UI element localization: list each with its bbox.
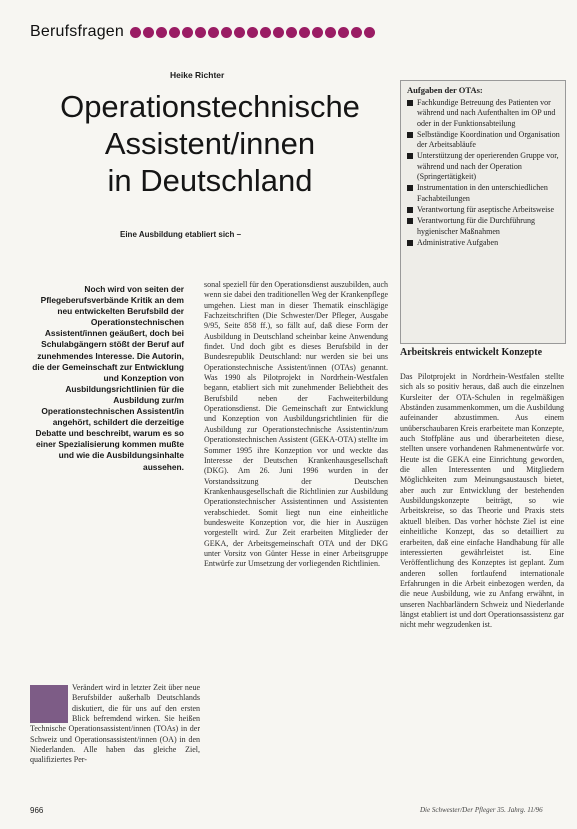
body-column-1 [30, 683, 200, 766]
list-item [407, 130, 560, 151]
decorative-dot [208, 27, 219, 38]
square-bullet-icon [407, 240, 413, 246]
decorative-dot [260, 27, 271, 38]
list-item [407, 183, 560, 204]
list-item [407, 205, 560, 215]
square-bullet-icon [407, 218, 413, 224]
decorative-dot [351, 27, 362, 38]
section-heading: Arbeitskreis entwickelt Konzepte [400, 347, 543, 358]
decorative-dot [169, 27, 180, 38]
body-paragraph: sonal speziell für den Operationsdienst auszubilden, auch wenn sie dabei den traditionellen Weg der Krankenpflege umgehen. Liest man in dieser Thematik einschlägige Fachzeitschriften (Die Schwester/Der Pfleger, Ausgabe 9/95, Seite 858 ff.), so fällt auf, daß diese Form der Ausbildung in Deutschland scheinbar keine Anwendung findet. Und doch gibt es dieses Berufsbild in der Bundesrepublik Deutschland: nur werden sie bei uns Operationstechnische Assistent/innen (OTAs) genannt. Was 1990 als Pilotprojekt in Nordrhein-Westfalen begann, etabliert sich mit zunehmender Beliebtheit des Berufsbild neben der Fachweiterbildung Operationsdienst. Die Gemeinschaft zur Entwicklung und Konzeption von Ausbildungsrichtlinien für die Ausbildung zur Operationstechnische Assistentin/zum Operationstechnischen Assistent (GEKA-OTA) stellte im Sommer 1995 ihre Konzeption vor und weckte das Interesse der Deutschen Krankenhausgesellschaft (DKG). Am 26. Juni 1996 wurden in der Vorstandssitzung der Deutschen Krankenhausgesellschaft die Richtlinien zur Ausbildung Operationstechnischer Assistentinnen und Assistenten verabschiedet. Somit liegt nun eine einheitliche bundesweite Konzeption vor, die hier in Auszügen vorgestellt wird. Zur Zeit erarbeiten Mitglieder der GEKA, der Arbeitsgemeinschaft OTA und der DKG unter Vorsitz von Günter Hesse in einer Arbeitsgruppe Entwürfe zur Umsetzung der vorliegenden Richtlinien. [204, 280, 388, 569]
list-item-text: Selbständige Koordination und Organisation der Arbeitsabläufe [417, 129, 560, 150]
decorative-dot [299, 27, 310, 38]
author-name: Heike Richter [170, 70, 225, 80]
article-teaser: Noch wird von seiten der Pflegeberufsverbände Kritik an dem neu entwickelten Berufsbild der Operationstechnischen Assistent/innen geäußert, doch bei Schulabgängern stößt der Beruf auf zunehmendes Interesse. Die Autorin, die der Gemeinschaft zur Entwicklung und Konzeption von Ausbildungsrichtlinien für die Ausbildung zur/m Operationstechnischen Assistent/in angehört, schildert die derzeitige Debatte und beschreibt, warum es so einer Spezialisierung kommen mußte und wie die Ausbildungsinhalte aussehen. [32, 284, 184, 472]
decorative-dot [182, 27, 193, 38]
decorative-dot [130, 27, 141, 38]
list-item-text: Administrative Aufgaben [417, 237, 499, 247]
body-paragraph: Verändert wird in letzter Zeit über neue Berufsbilder außerhalb Deutschlands diskutiert, die für uns auf den ersten Blick befremdend wirken. Sie heißen Technische Operationsassistent/innen (TOAs) in der Schweiz und Operationsassistent/innen (OA) in den Niederlanden. Alle haben das gleiche Ziel, qualifiziertes Per- [30, 683, 200, 765]
title-line-1: Operationstechnische [60, 89, 360, 124]
decorative-dot [156, 27, 167, 38]
square-bullet-icon [407, 132, 413, 138]
decorative-dot [273, 27, 284, 38]
list-item [407, 216, 560, 237]
article-title [30, 88, 390, 199]
journal-footer: Die Schwester/Der Pfleger 35. Jahrg. 11/96 [420, 806, 543, 814]
decorative-dot [325, 27, 336, 38]
decorative-dot [221, 27, 232, 38]
body-paragraph: Das Pilotprojekt in Nordrhein-Westfalen stellte sich als so positiv heraus, daß auch die einzelnen Kursleiter der OTA-Schulen in regelmäßigen Abständen zusammenkommen, um die Ausbildung aufeinander abzustimmen. Aus einem unüberschaubaren Kreis erarbeitete man Konzepte, auch Stoffpläne aus und überarbeiteten diese, stellten unsere vorhandenen Rahmenentwürfe vor. Heute ist die GEKA eine Einrichtung geworden, die allen Interessenten und Mitgliedern Möglichkeiten zum Meinungsaustausch bietet, aber auch zur Entwicklung der bestehenden Ausbildungskonzepte beiträgt, so wie Arbeitskreise, so das Theorie und Praxis stets aktuell bleiben. Das vorher höchste Ziel ist eine einheitliche Konzept, das so detailliert zu erarbeiten, daß eine einfache Handhabung für alle interessierten gewährleistet ist. Eine Veröffentlichung des Konzeptes ist geplant. Zum anderen sollen fortlaufend internationale Erfahrungen in die Arbeit einbezogen werden, da die neue Ausbildung, wie zu Anfang erwähnt, in unseren Nachbarländern Schweiz und Niederlande längst etabliert ist und dort Operationsassistenz gar nicht mehr wegzudenken ist. [400, 372, 564, 630]
decorative-dot [364, 27, 375, 38]
title-line-2: Assistent/innen [104, 126, 316, 161]
body-column-3 [400, 372, 564, 631]
square-bullet-icon [407, 153, 413, 159]
list-item-text: Verantwortung für die Durchführung hygienischer Maßnahmen [417, 216, 535, 236]
square-bullet-icon [407, 185, 413, 191]
decorative-dot [338, 27, 349, 38]
section-label: Berufsfragen [30, 23, 125, 40]
list-item [407, 238, 560, 248]
decorative-dot [286, 27, 297, 38]
decorative-dot [195, 27, 206, 38]
list-item-text: Fachkundige Betreuung des Patienten vor während und nach Aufenthalten im OP und oder in der Funktionsabteilung [417, 98, 556, 128]
decorative-dot [312, 27, 323, 38]
list-item [407, 98, 560, 129]
decorative-dot [143, 27, 154, 38]
list-item [407, 151, 560, 182]
list-item-text: Instrumentation in den unterschiedlichen Fachabteilungen [417, 183, 548, 203]
page-number: 966 [30, 806, 44, 815]
title-line-3: in Deutschland [107, 163, 313, 198]
section-header [30, 18, 430, 46]
header-dot-band [130, 27, 375, 38]
drop-cap-block [30, 685, 68, 723]
tasks-box-title: Aufgaben der OTAs: [407, 85, 483, 95]
list-item-text: Unterstützung der operierenden Gruppe vor, während und nach der Operation (Springertätigkeit) [417, 151, 559, 182]
tasks-box [400, 80, 566, 344]
square-bullet-icon [407, 100, 413, 106]
square-bullet-icon [407, 207, 413, 213]
article-subtitle: Eine Ausbildung etabliert sich – [120, 230, 242, 239]
tasks-list [401, 98, 565, 248]
list-item-text: Verantwortung für aseptische Arbeitsweise [417, 204, 555, 214]
decorative-dot [247, 27, 258, 38]
decorative-dot [234, 27, 245, 38]
body-column-2 [204, 280, 388, 570]
